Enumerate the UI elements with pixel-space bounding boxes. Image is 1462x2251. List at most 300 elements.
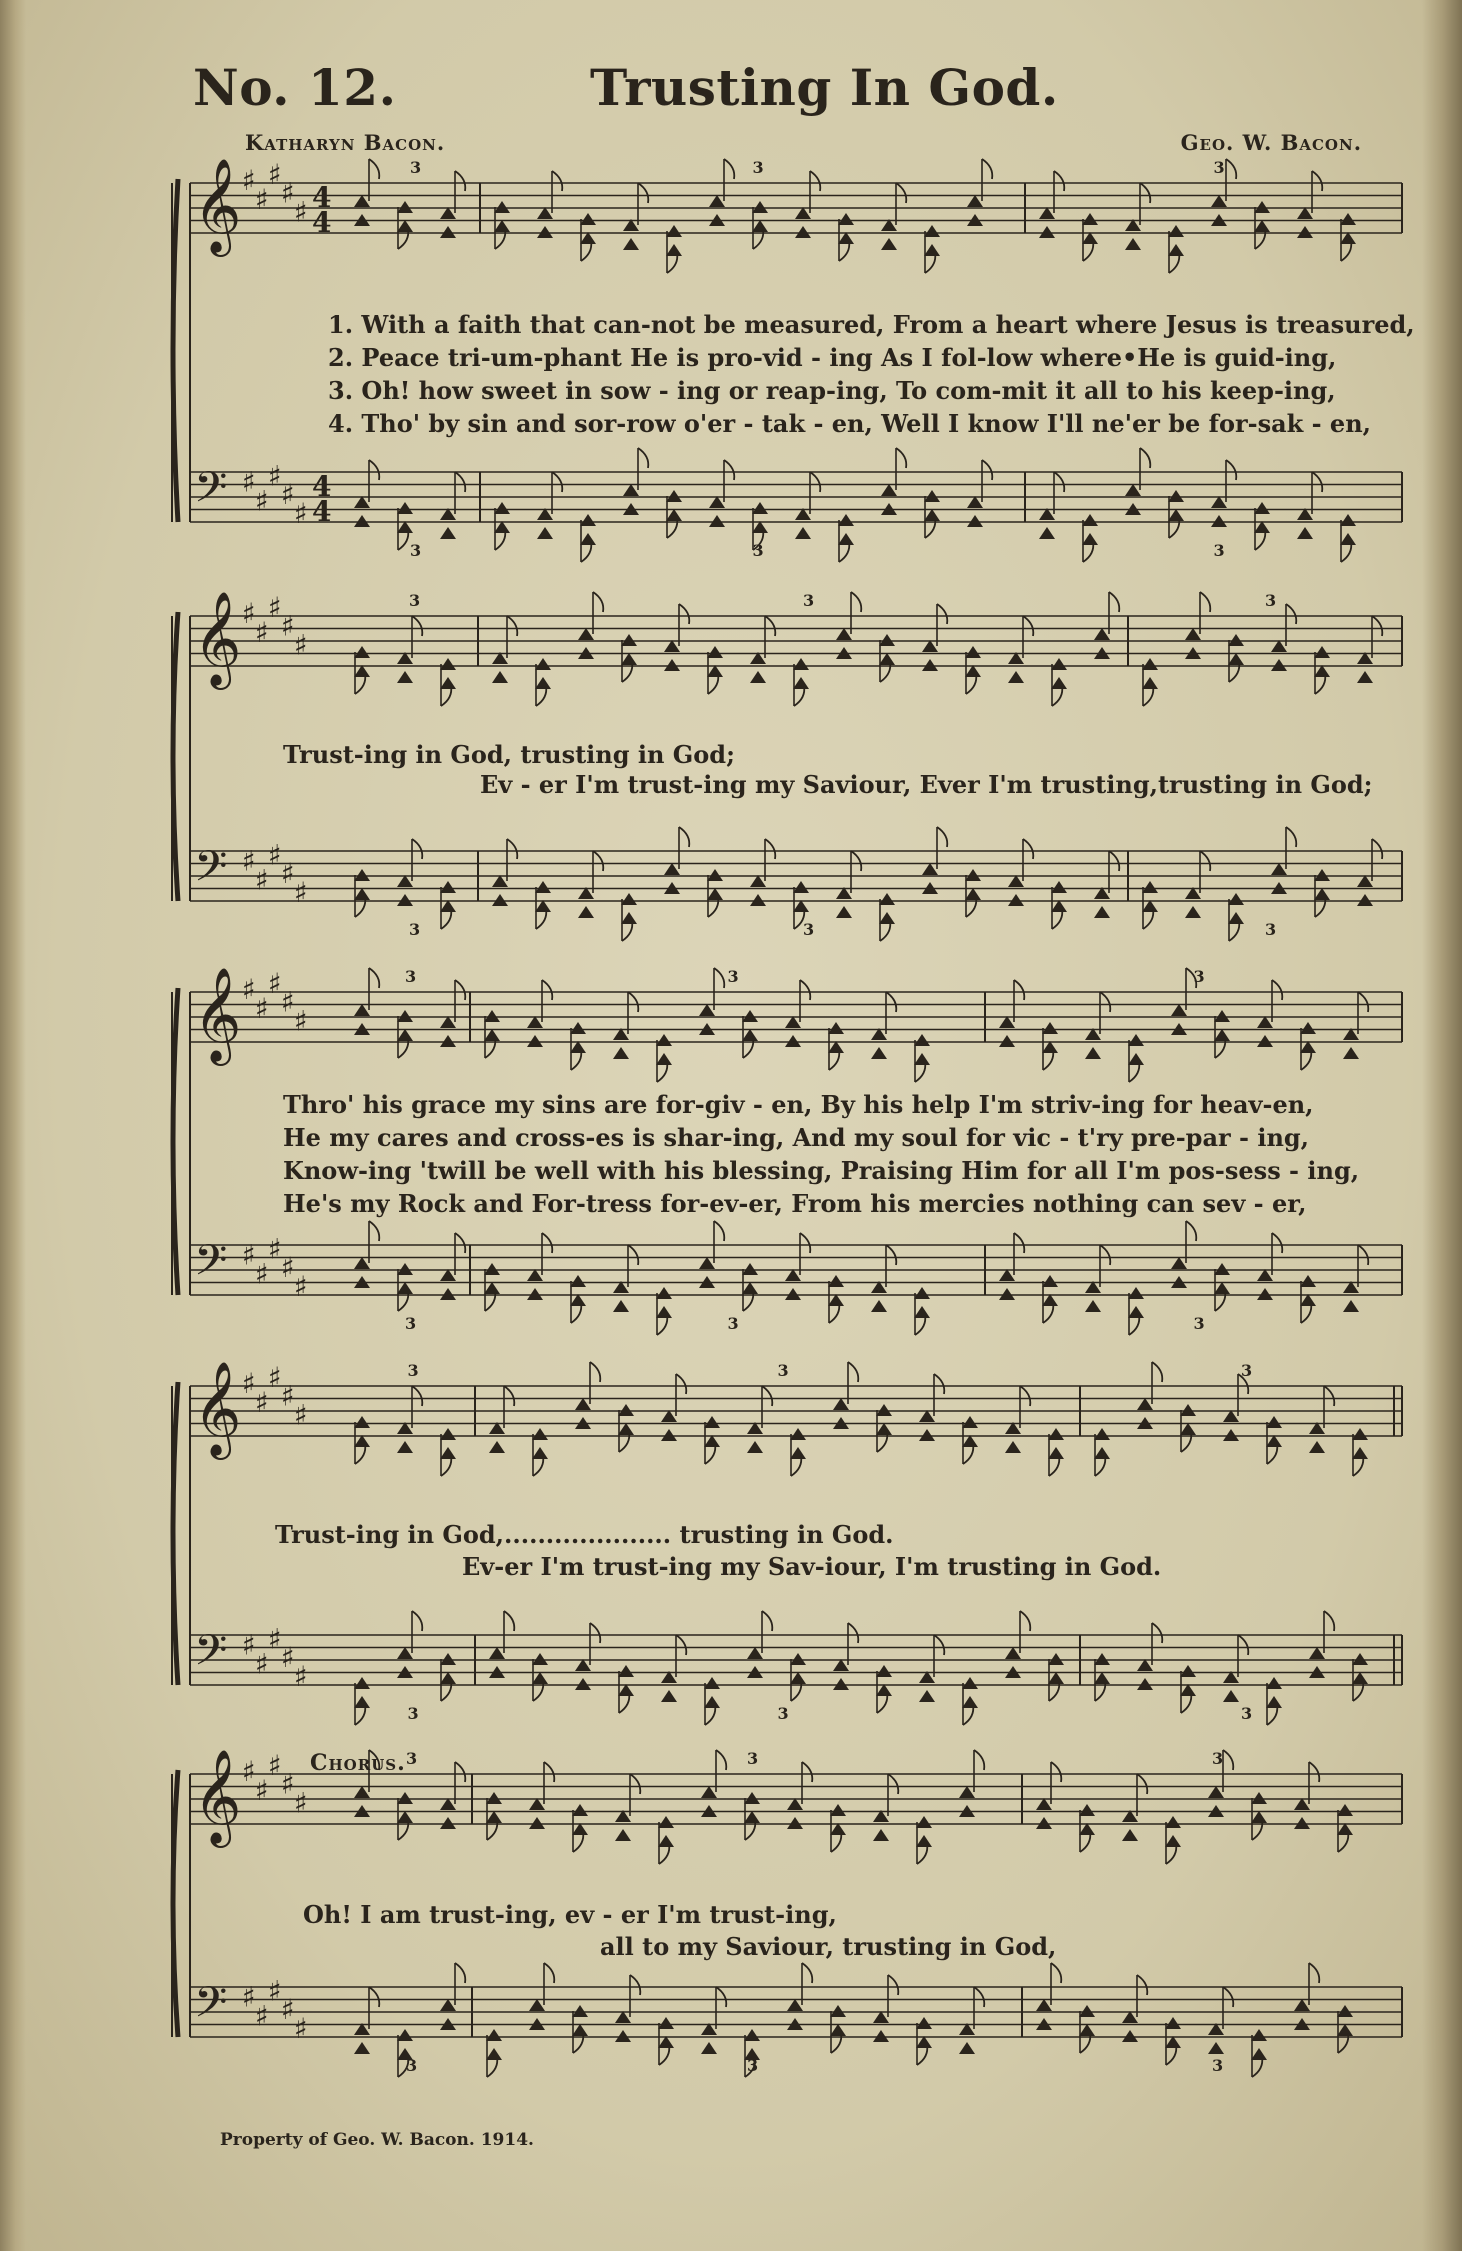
bass-note-head [1251,2048,1267,2060]
treble-note-head [838,213,854,225]
treble-note-head [916,1816,932,1828]
copyright-footer: Property of Geo. W. Bacon. 1914. [220,2130,534,2150]
triplet-mark: 3 [405,1314,417,1333]
bass-note-head [1271,863,1287,875]
triplet-mark: 3 [727,1314,739,1333]
system-bracket [173,1382,178,1685]
treble-note-stem [590,1362,600,1382]
treble-note-stem [679,604,689,624]
key-signature-sharp-icon: ♯ [242,465,256,499]
treble-note-head [699,1004,715,1016]
treble-note-head [919,1410,935,1422]
key-signature-sharp-icon: ♯ [255,1257,269,1291]
treble-note-head [924,225,940,237]
bass-note-head [1180,1684,1196,1696]
bass-note-head [618,1684,634,1696]
treble-note-stem [802,1762,812,1782]
treble-note-head [1185,628,1201,640]
bass-note-stem [676,1635,686,1655]
bass-note-head [532,1672,548,1684]
triplet-mark: 3 [1241,1704,1253,1723]
key-signature-sharp-icon: ♯ [242,1980,256,2014]
bass-note-stem [1372,839,1382,859]
bass-note-stem [1324,1611,1334,1631]
bass-note-head [707,869,723,881]
bass-note-head [621,893,637,905]
bass-note-head [658,2036,674,2048]
treble-note-head [535,677,551,689]
treble-note-head [924,244,940,256]
bass-note-head [484,1282,500,1294]
treble-note-head [1352,1428,1368,1440]
key-signature-sharp-icon: ♯ [281,985,295,1019]
bass-note-head [1294,1999,1310,2011]
bass-note-head [580,533,596,545]
bass-note-head [570,1275,586,1287]
bass-note-head [1125,484,1141,496]
bass-note-head [967,515,983,527]
bass-note-head [1079,2005,1095,2017]
treble-note-head [1094,1428,1110,1440]
key-signature-sharp-icon: ♯ [255,182,269,216]
treble-note-head [1171,1004,1187,1016]
treble-note-head [656,1053,672,1065]
treble-note-head [532,1447,548,1459]
treble-note-head [871,1047,887,1059]
bass-note-head [656,1306,672,1318]
bass-note-head [1122,2011,1138,2023]
triplet-mark: 3 [1265,591,1277,610]
treble-note-stem [1200,592,1210,612]
key-signature-sharp-icon: ♯ [281,1379,295,1413]
key-signature-sharp-icon: ♯ [268,966,282,1000]
triplet-mark: 3 [410,158,422,177]
bass-note-stem [552,472,562,492]
key-signature-sharp-icon: ♯ [281,478,295,511]
bass-note-head [828,1294,844,1306]
bass-note-head [1085,1300,1101,1312]
refrain-2-upper-text: Trust-ing in God,.................... trusting in God. [275,1520,894,1549]
bass-note-stem [1054,472,1064,492]
triplet-mark: 3 [1241,1361,1253,1380]
treble-note-head [1254,220,1270,232]
treble-note-head [1314,646,1330,658]
treble-note-head [967,195,983,207]
bass-note-stem [369,1221,379,1241]
treble-note-head [1142,677,1158,689]
bass-note-head [1266,1696,1282,1708]
triplet-mark: 3 [1193,967,1205,986]
bass-note-head [830,2005,846,2017]
treble-note-stem [676,1374,686,1394]
key-signature-sharp-icon: ♯ [242,1238,256,1272]
treble-note-head [1079,1804,1095,1816]
bass-note-stem [1152,1623,1162,1643]
treble-note-head [1128,1053,1144,1065]
treble-note-stem [848,1362,858,1382]
bass-note-head [354,2042,370,2054]
bass-note-head [572,2005,588,2017]
treble-note-head [793,677,809,689]
bass-note-head [580,514,596,526]
bass-note-head [621,912,637,924]
bass-note-head [879,912,895,924]
bass-note-head [1142,881,1158,893]
treble-note-head [486,1792,502,1804]
treble-note-head [750,671,766,683]
bass-note-stem [934,1635,944,1655]
treble-note-head [1300,1022,1316,1034]
bass-note-head [354,1677,370,1689]
treble-note-stem [1140,183,1150,203]
bass-note-stem [369,460,379,480]
bass-note-head [916,2017,932,2029]
bass-note-head [924,490,940,502]
treble-note-head [1039,226,1055,238]
treble-note-stem [1309,1762,1319,1782]
bass-note-stem [1223,1987,1233,2007]
bass-note-head [397,1282,413,1294]
key-signature-sharp-icon: ♯ [281,857,295,890]
treble-note-head [661,1410,677,1422]
treble-note-head [1079,1823,1095,1835]
treble-note-head [621,653,637,665]
refrain-1-lower-text: Ev - er I'm trust-ing my Saviour, Ever I'm trusting,trusting in God; [480,770,1373,799]
system-bracket [173,1770,178,2037]
bass-note-head [1257,1288,1273,1300]
key-signature-sharp-icon: ♯ [294,2011,308,2045]
treble-note-head [1214,1010,1230,1022]
triplet-mark: 3 [1265,920,1277,939]
bass-note-head [1048,1672,1064,1684]
bass-note-head [742,1263,758,1275]
treble-note-stem [1137,1774,1147,1794]
bass-note-head [1137,1659,1153,1671]
treble-note-head [1297,226,1313,238]
treble-note-stem [455,171,465,191]
bass-note-stem [1020,1611,1030,1631]
bass-note-head [1340,514,1356,526]
treble-note-head [828,1041,844,1053]
treble-note-head [397,1441,413,1453]
bass-note-head [871,1300,887,1312]
treble-note-head [962,1416,978,1428]
bass-note-head [397,894,413,906]
verse-2-line-1: 2. Peace tri-um-phant He is pro-vid - ing As I fol-low where•He is guid-ing, [328,343,1337,372]
treble-note-head [494,220,510,232]
treble-note-stem [1054,171,1064,191]
lyricist-credit: Katharyn Bacon. [245,130,446,155]
treble-note-stem [630,1774,640,1794]
bass-note-head [440,1672,456,1684]
treble-note-head [742,1010,758,1022]
treble-note-head [440,226,456,238]
bass-note-head [494,502,510,514]
treble-note-head [1300,1041,1316,1053]
treble-note-stem [628,992,638,1012]
treble-note-stem [544,1762,554,1782]
bass-note-head [489,1647,505,1659]
treble-note-head [532,1428,548,1440]
bass-note-head [1228,893,1244,905]
bass-note-head [1309,1647,1325,1659]
key-signature-sharp-icon: ♯ [294,1004,308,1038]
bass-note-head [1036,1999,1052,2011]
triplet-mark: 3 [409,591,421,610]
treble-note-head [701,1786,717,1798]
treble-note-head [1137,1398,1153,1410]
triplet-mark: 3 [1212,1749,1224,1768]
treble-note-head [914,1034,930,1046]
treble-note-head [1208,1786,1224,1798]
bass-note-head [1214,1282,1230,1294]
bass-note-head [1297,527,1313,539]
treble-clef-icon: 𝄞 [193,591,242,686]
bass-note-stem [1238,1635,1248,1655]
hymn-title: Trusting In God. [590,58,1059,117]
treble-note-head [793,658,809,670]
verse-1-line-1: 1. With a faith that can-not be measured, From a heart where Jesus is treasured, [328,310,1415,339]
treble-note-head [916,1835,932,1847]
treble-note-stem [412,616,422,636]
bass-note-head [537,527,553,539]
bass-clef-icon: 𝄢 [194,842,228,902]
bass-note-head [836,906,852,918]
treble-note-stem [504,1386,514,1406]
treble-note-stem [762,1386,772,1406]
treble-note-stem [937,604,947,624]
treble-note-head [752,201,768,213]
bass-note-head [666,509,682,521]
treble-note-stem [593,592,603,612]
triplet-mark: 3 [407,1704,419,1723]
key-signature-sharp-icon: ♯ [268,1360,282,1394]
bass-note-head [1008,894,1024,906]
verse-3-line-1: 3. Oh! how sweet in sow - ing or reap-ing, To com-mit it all to his keep-ing, [328,376,1336,405]
treble-note-stem [1358,992,1368,1012]
triplet-mark: 3 [1213,158,1225,177]
treble-note-head [354,195,370,207]
treble-note-stem [1372,616,1382,636]
treble-note-stem [369,968,379,988]
key-signature-sharp-icon: ♯ [242,1755,256,1788]
refrain-2-lower-text: Ev-er I'm trust-ing my Sav-iour, I'm trusting in God. [462,1552,1162,1581]
treble-note-head [440,677,456,689]
bass-note-head [658,2017,674,2029]
bass-note-stem [1137,1975,1147,1995]
treble-note-head [440,1447,456,1459]
treble-note-stem [455,1762,465,1782]
bass-note-head [704,1696,720,1708]
treble-note-head [922,659,938,671]
treble-note-head [397,1792,413,1804]
bass-note-head [838,514,854,526]
bass-note-head [914,1287,930,1299]
key-signature-sharp-icon: ♯ [268,1974,282,2008]
bass-note-head [873,2011,889,2023]
treble-note-head [527,1035,543,1047]
bass-note-head [876,1684,892,1696]
bass-note-head [965,869,981,881]
treble-note-head [1165,1835,1181,1847]
treble-note-head [876,1404,892,1416]
bass-note-head [486,2048,502,2060]
bass-note-head [1357,894,1373,906]
treble-note-head [1266,1416,1282,1428]
treble-note-stem [851,592,861,612]
treble-note-stem [886,992,896,1012]
treble-note-head [1005,1441,1021,1453]
bass-note-head [1082,514,1098,526]
bass-note-head [1051,881,1067,893]
treble-note-stem [1152,1362,1162,1382]
treble-note-head [529,1817,545,1829]
bass-note-head [704,1677,720,1689]
treble-note-head [1180,1423,1196,1435]
triplet-mark: 3 [405,967,417,986]
treble-note-head [828,1022,844,1034]
treble-note-head [879,634,895,646]
bass-note-head [1337,2024,1353,2036]
treble-note-stem [888,1774,898,1794]
treble-note-stem [714,968,724,988]
bass-note-stem [1226,460,1236,480]
treble-note-head [575,1398,591,1410]
treble-note-head [785,1035,801,1047]
treble-note-head [747,1441,763,1453]
bass-note-head [354,888,370,900]
treble-note-head [1122,1829,1138,1841]
bass-note-head [1082,533,1098,545]
bass-note-head [1168,509,1184,521]
key-signature-sharp-icon: ♯ [294,1269,308,1303]
bass-note-stem [1358,1245,1368,1265]
bass-note-head [1266,1677,1282,1689]
bass-note-head [623,484,639,496]
treble-note-head [1337,1804,1353,1816]
triplet-mark: 3 [752,541,764,560]
key-signature-sharp-icon: ♯ [294,1398,308,1432]
treble-note-head [742,1029,758,1041]
bass-note-head [397,2029,413,2041]
bass-note-stem [982,460,992,480]
treble-note-head [656,1034,672,1046]
key-signature-sharp-icon: ♯ [242,164,256,197]
bass-note-head [790,1672,806,1684]
treble-note-stem [1020,1386,1030,1406]
bass-note-head [962,1696,978,1708]
treble-note-head [440,1428,456,1440]
key-signature-sharp-icon: ♯ [242,1367,256,1400]
bass-note-head [618,1665,634,1677]
treble-note-head [484,1029,500,1041]
bass-note-head [959,2042,975,2054]
bass-note-stem [888,1975,898,1995]
treble-note-head [1228,653,1244,665]
bass-clef-icon: 𝄢 [194,1978,228,2038]
bass-note-head [922,863,938,875]
treble-note-head [1337,1823,1353,1835]
key-signature-sharp-icon: ♯ [281,1767,295,1801]
bass-note-stem [724,460,734,480]
triplet-mark: 3 [1212,2056,1224,2075]
treble-note-head [1082,213,1098,225]
key-signature-sharp-icon: ♯ [255,863,269,897]
key-signature-sharp-icon: ♯ [268,1622,282,1656]
bass-note-head [572,2024,588,2036]
bass-note-head [527,1288,543,1300]
treble-note-head [354,1416,370,1428]
bass-note-stem [590,1623,600,1643]
treble-note-head [440,1798,456,1810]
bass-note-head [828,1275,844,1287]
treble-note-head [397,220,413,232]
bass-note-head [709,515,725,527]
key-signature-sharp-icon: ♯ [268,459,282,493]
treble-note-head [1165,1816,1181,1828]
bass-note-head [492,894,508,906]
treble-note-head [484,1010,500,1022]
treble-note-head [1343,1047,1359,1059]
treble-note-stem [542,980,552,1000]
bass-note-head [1251,2029,1267,2041]
treble-note-head [1214,1029,1230,1041]
bass-clef-icon: 𝄢 [194,463,228,523]
treble-note-head [397,671,413,683]
key-signature-sharp-icon: ♯ [281,1251,295,1284]
bass-note-stem [974,1987,984,2007]
bass-note-head [656,1287,672,1299]
treble-note-head [1048,1447,1064,1459]
bass-note-head [833,1659,849,1671]
treble-note-head [744,1792,760,1804]
bass-note-head [664,863,680,875]
treble-note-head [1257,1035,1273,1047]
treble-note-head [1251,1811,1267,1823]
bass-note-stem [896,448,906,468]
treble-note-head [1251,1792,1267,1804]
treble-note-head [1228,634,1244,646]
bass-note-stem [762,1611,772,1631]
bass-note-head [1128,1287,1144,1299]
treble-note-head [494,201,510,213]
treble-note-head [790,1428,806,1440]
treble-note-head [833,1398,849,1410]
triplet-mark: 3 [803,591,815,610]
key-signature-sharp-icon: ♯ [255,1385,269,1419]
treble-note-stem [412,1386,422,1406]
bass-note-head [354,1696,370,1708]
key-signature-sharp-icon: ♯ [255,1999,269,2033]
treble-note-head [618,1423,634,1435]
treble-note-head [1128,1034,1144,1046]
bass-note-stem [1100,1245,1110,1265]
bass-note-stem [1051,1963,1061,1983]
bass-note-head [1079,2024,1095,2036]
bass-note-head [699,1257,715,1269]
bass-note-head [1343,1300,1359,1312]
treble-note-head [1271,659,1287,671]
triplet-mark: 3 [409,920,421,939]
bass-note-head [1300,1275,1316,1287]
key-signature-sharp-icon: ♯ [268,1232,282,1266]
bass-note-head [661,1690,677,1702]
treble-note-head [704,1416,720,1428]
chorus-label: Chorus. [310,1750,406,1776]
composer-credit: Geo. W. Bacon. [1180,130,1362,155]
bass-note-stem [810,472,820,492]
treble-note-head [1051,658,1067,670]
